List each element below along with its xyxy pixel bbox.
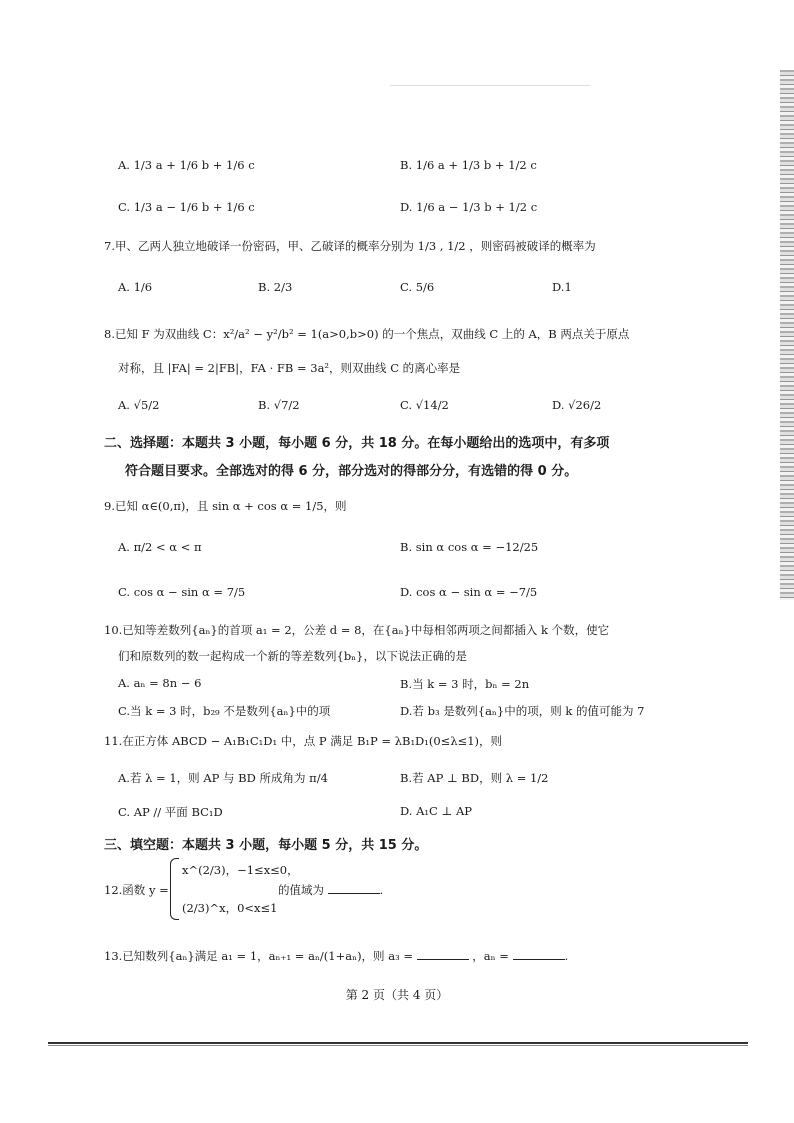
q8-option-b: B. √7/2: [258, 398, 300, 412]
q8-stem-line2: 对称，且 |FA| = 2|FB|，FA · FB = 3a²，则双曲线 C 的离心率是: [118, 361, 461, 375]
scan-line: [390, 85, 590, 86]
q13-a3-blank[interactable]: [417, 949, 469, 960]
section-2-heading-line1: 二、选择题：本题共 3 小题，每小题 6 分，共 18 分。在每小题给出的选项中，有多项: [104, 436, 610, 451]
q11-stem: 11.在正方体 ABCD − A₁B₁C₁D₁ 中，点 P 满足 B₁P = λB₁D₁(0≤λ≤1)，则: [104, 734, 503, 748]
q12-suffix-text: 的值域为: [278, 883, 324, 897]
q7-option-b: B. 2/3: [258, 280, 293, 294]
q11-option-b: B.若 AP ⊥ BD，则 λ = 1/2: [400, 771, 549, 785]
q6-option-c: C. 1/3 a − 1/6 b + 1/6 c: [118, 200, 255, 214]
q13-period: .: [564, 949, 569, 963]
q7-option-c: C. 5/6: [400, 280, 435, 294]
q12-prefix: 12.函数 y =: [104, 883, 169, 897]
bottom-rule-thin: [48, 1045, 748, 1046]
q12-answer-blank[interactable]: [328, 883, 380, 894]
q8-option-a: A. √5/2: [118, 398, 160, 412]
q13-stem: 13.已知数列{aₙ}满足 a₁ = 1，aₙ₊₁ = aₙ/(1+aₙ)，则 a₃ =: [104, 949, 413, 963]
section-3-heading: 三、填空题：本题共 3 小题，每小题 5 分，共 15 分。: [104, 838, 428, 853]
q13-mid: ，aₙ =: [472, 949, 509, 963]
q12-suffix: [278, 882, 383, 898]
q11-option-a: A.若 λ = 1，则 AP 与 BD 所成角为 π/4: [118, 771, 328, 785]
q10-option-d: D.若 b₃ 是数列{aₙ}中的项，则 k 的值可能为 7: [400, 704, 645, 718]
q9-option-a: A. π/2 < α < π: [118, 540, 202, 554]
q11-option-c: C. AP // 平面 BC₁D: [118, 805, 223, 819]
q9-option-c: C. cos α − sin α = 7/5: [118, 585, 246, 599]
piecewise-brace: [170, 858, 179, 920]
section-2-heading-line2: 符合题目要求。全部选对的得 6 分，部分选对的得部分分，有选错的得 0 分。: [125, 464, 578, 479]
q7-stem: 7.甲、乙两人独立地破译一份密码，甲、乙破译的概率分别为 1/3 , 1/2 ，则密码被破译的概率为: [104, 239, 596, 253]
q10-option-b: B.当 k = 3 时，bₙ = 2n: [400, 677, 530, 691]
q8-option-d: D. √26/2: [552, 398, 602, 412]
q9-option-b: B. sin α cos α = −12/25: [400, 540, 539, 554]
q11-option-d: D. A₁C ⊥ AP: [400, 804, 473, 818]
q9-option-d: D. cos α − sin α = −7/5: [400, 585, 538, 599]
scan-edge: [780, 70, 794, 600]
q10-option-a: A. aₙ = 8n − 6: [118, 676, 202, 690]
q7-option-a: A. 1/6: [118, 280, 153, 294]
q6-option-a: A. 1/3 a + 1/6 b + 1/6 c: [118, 158, 255, 172]
q6-option-d: D. 1/6 a − 1/3 b + 1/2 c: [400, 200, 538, 214]
q6-option-b: B. 1/6 a + 1/3 b + 1/2 c: [400, 158, 537, 172]
q8-option-c: C. √14/2: [400, 398, 449, 412]
q10-stem-line2: 们和原数列的数一起构成一个新的等差数列{bₙ}，以下说法正确的是: [118, 649, 467, 663]
q12-case-2: (2/3)^x，0<x≤1: [182, 901, 278, 915]
q13-line: [104, 948, 568, 964]
q9-stem: 9.已知 α∈(0,π)，且 sin α + cos α = 1/5，则: [104, 499, 347, 513]
bottom-rule: [48, 1042, 748, 1044]
q8-stem-line1: 8.已知 F 为双曲线 C：x²/a² − y²/b² = 1(a>0,b>0) 的一个焦点，双曲线 C 上的 A，B 两点关于原点: [104, 327, 630, 341]
page-footer: 第 2 页（共 4 页）: [345, 988, 449, 1002]
q10-stem-line1: 10.已知等差数列{aₙ}的首项 a₁ = 2，公差 d = 8，在{aₙ}中每相邻两项之间都插入 k 个数，使它: [104, 623, 610, 637]
q12-period: .: [379, 883, 384, 897]
q7-option-d: D.1: [552, 280, 572, 294]
q13-an-blank[interactable]: [513, 949, 565, 960]
q10-option-c: C.当 k = 3 时，b₂₉ 不是数列{aₙ}中的项: [118, 704, 331, 718]
q12-case-1: x^(2/3)，−1≤x≤0，: [182, 863, 299, 877]
